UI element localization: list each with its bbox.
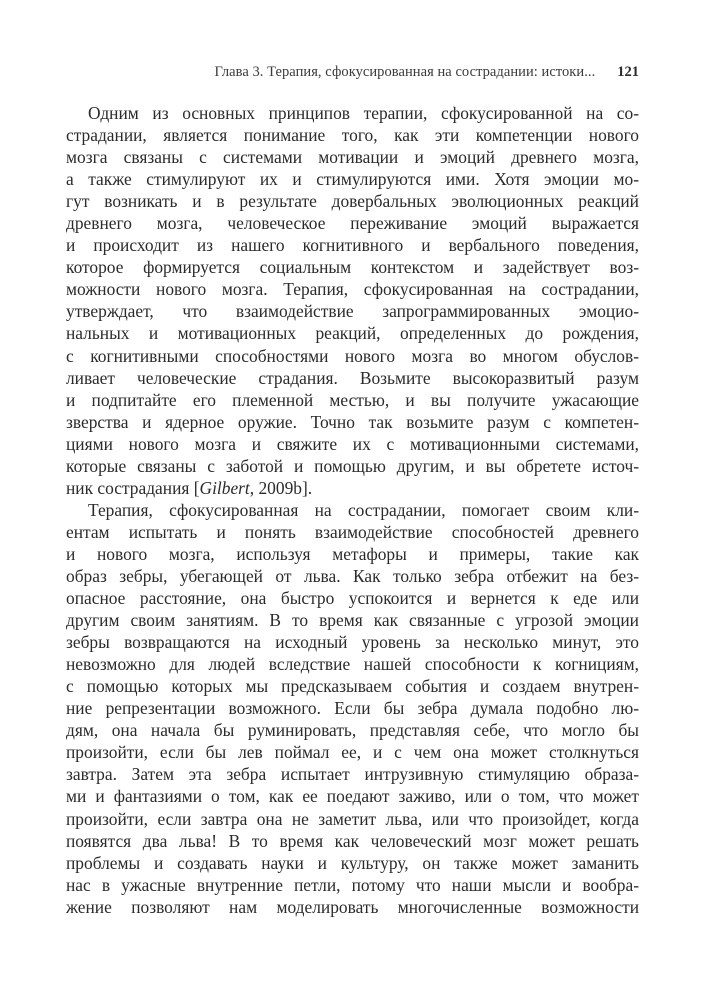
running-title: Глава 3. Терапия, сфокусированная на сострадании: истоки... <box>214 64 596 80</box>
text-line: образ зебры, убегающей от льва. Как только зебра отбежит на без- <box>66 565 639 586</box>
text-line: произойти, если завтра она не заметит льва, или что произойдет, когда <box>66 808 639 829</box>
text-line: ми и фантазиями о том, как ее поедают заживо, или о том, что может <box>66 786 639 807</box>
body-text <box>66 102 639 918</box>
text-line: а также стимулируют их и стимулируются ими. Хотя эмоции мо- <box>66 169 639 190</box>
text-line: ние репрезентации возможного. Если бы зебра думала подобно лю- <box>66 698 639 719</box>
text-line: Терапия, сфокусированная на сострадании, помогает своим кли- <box>88 499 639 520</box>
text-line: древнего мозга, человеческое переживание эмоций выражается <box>66 213 639 234</box>
text-line: нас в ужасные внутренние петли, потому что наши мысли и вообра- <box>66 874 639 895</box>
text-line: утверждает, что взаимодействие запрограммированных эмоцио- <box>66 301 639 322</box>
paragraph-1 <box>66 102 639 499</box>
text-line: гут возникать и в результате довербальных эволюционных реакций <box>66 191 639 212</box>
citation-suffix: , 2009b]. <box>249 477 313 498</box>
citation-author: Gilbert <box>199 477 250 498</box>
paragraph-2 <box>66 499 639 918</box>
text-line: зебры возвращаются на исходный уровень за несколько минут, это <box>66 632 639 653</box>
text-line: и подпитайте его племенной местью, и вы получите ужасающие <box>66 389 639 410</box>
text-line: ентам испытать и понять взаимодействие способностей древнего <box>66 521 639 542</box>
book-page <box>66 0 639 1000</box>
text-line: дям, она начала бы руминировать, представляя себе, что могло бы <box>66 720 639 741</box>
text-line: Одним из основных принципов терапии, сфокусированной на со- <box>88 103 639 123</box>
text-line-citation <box>66 477 639 499</box>
text-line: которое формируется социальным контекстом и задействует воз- <box>66 257 639 278</box>
text-line: зверства и ядерное оружие. Точно так возьмите разум с компетен- <box>66 411 639 432</box>
text-line: циями нового мозга и свяжите их с мотивационными системами, <box>66 433 639 454</box>
text-line: опасное расстояние, она быстро успокоится и вернется к еде или <box>66 588 639 609</box>
page-number: 121 <box>617 64 639 80</box>
text-line: невозможно для людей вследствие нашей способности к когнициям, <box>66 654 639 675</box>
text-line: появятся два льва! В то время как человеческий мозг может решать <box>66 830 639 851</box>
text-line: нальных и мотивационных реакций, определенных до рождения, <box>66 323 639 344</box>
text-line: можности нового мозга. Терапия, сфокусированная на сострадании, <box>66 279 639 300</box>
text-line: которые связаны с заботой и помощью другим, и вы обретете источ- <box>66 455 639 476</box>
text-line: и происходит из нашего когнитивного и вербального поведения, <box>66 235 639 256</box>
citation-prefix: ник сострадания [ <box>66 477 200 498</box>
text-line: страдании, является понимание того, как эти компетенции нового <box>66 125 639 146</box>
text-line: ливает человеческие страдания. Возьмите высокоразвитый разум <box>66 367 639 388</box>
text-line: и нового мозга, используя метафоры и примеры, такие как <box>66 543 639 564</box>
text-line: произойти, если бы лев поймал ее, и с чем она может столкнуться <box>66 742 639 763</box>
text-line: с помощью которых мы предсказываем события и создаем внутрен- <box>66 676 639 697</box>
text-line: проблемы и создавать науки и культуру, он также может заманить <box>66 852 639 873</box>
text-line: мозга связаны с системами мотивации и эмоций древнего мозга, <box>66 147 639 168</box>
text-line: жение позволяют нам моделировать многочисленные возможности <box>66 896 639 917</box>
running-header <box>66 64 639 81</box>
text-line: с когнитивными способностями нового мозга во многом обуслов- <box>66 345 639 366</box>
text-line: завтра. Затем эта зебра испытает интрузивную стимуляцию образа- <box>66 764 639 785</box>
text-line: другим своим занятиям. В то время как связанные с угрозой эмоции <box>66 610 639 631</box>
